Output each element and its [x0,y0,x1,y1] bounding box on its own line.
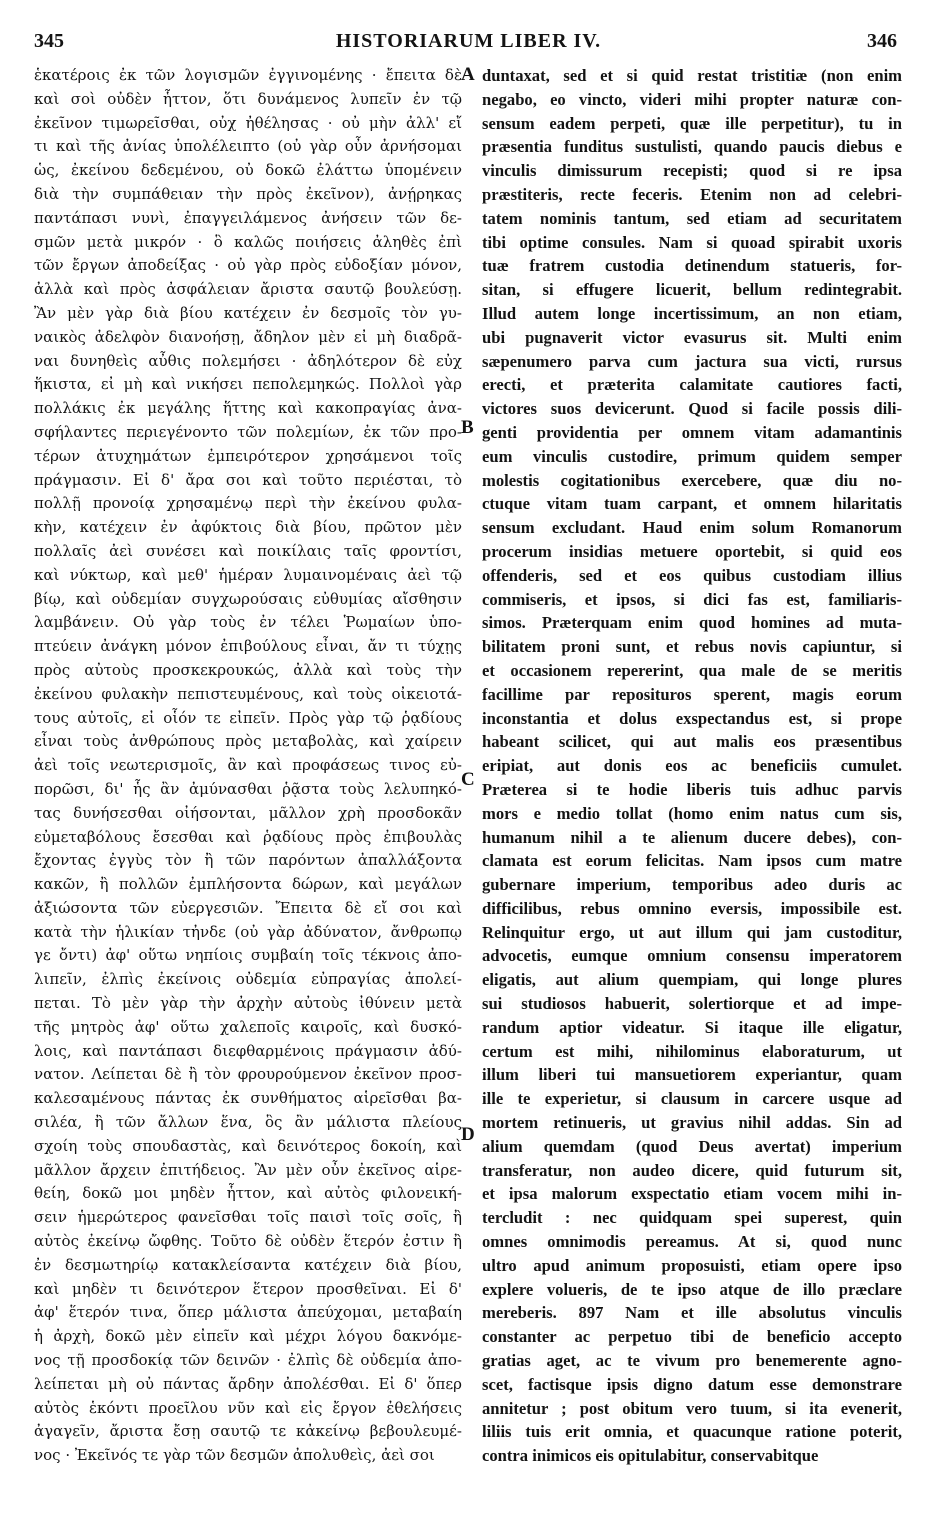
latin-text-line: sensum eadem perpeti, quæ ille perpetitur), tu in [482,113,902,133]
latin-text-line: offenderis, sed et eos quibus custodiam illius [482,565,902,585]
latin-text-line: liliis tuis erit omnia, et quacunque ratione poterit, [482,1422,902,1442]
latin-text-line: alium quemdam (quod Deus avertat) imperium [482,1136,902,1156]
greek-text-line: βίῳ, καὶ οὐδεμίαν συγχωρούσαις εὐθυμίας αἴσθησιν [34,589,462,608]
latin-text-line: inconstantia et dolus exspectandus est, si prope [482,708,902,728]
greek-text-line: πεται. Τὸ μὲν γὰρ τὴν ἀρχὴν αὐτοὺς ἰθύνειν μετὰ [34,994,462,1013]
margin-marker-c: C [461,769,475,790]
latin-text-line: sitan, si effugere licuerit, bellum redintegrabit. [482,280,902,300]
greek-text-line: ἐν δεσμωτηρίῳ κατακλείσαντα κατέχειν διὰ βίου, [34,1255,462,1274]
greek-text-line: σφήλαντες περιεγένοντο τῶν πολεμίων, ἐκ τῶν προ- [34,422,462,441]
latin-text-line: eum vinculis custodire, primum quidem semper [482,446,902,466]
latin-text-line: scet, factisque ipsis digno datum esse demonstrare [482,1374,902,1394]
latin-text-line: mors e medio tollat (homo enim natus cum sis, [482,803,902,823]
latin-text-line: erecti, et præterita calamitate cautiores facti, [482,375,902,395]
latin-text-line: vinculis dimissurum recepisti; quod si re ipsa [482,161,902,181]
margin-marker-d: D [461,1124,475,1145]
running-title: HISTORIARUM LIBER IV. [335,30,602,52]
greek-text-line: ἡ ἀρχὴ, δοκῶ μὲν εἰπεῖν καὶ μέχρι λόγου δακνόμε- [34,1327,462,1346]
page-number-right: 346 [867,30,897,52]
latin-text-line: præstiteris, recte feceris. Etenim non ad celebri- [482,184,902,204]
latin-text-line: simos. Præterquam enim quod homines ad muta- [482,613,902,633]
greek-text-line: λείπεται μὴ οὐ πάντας ἄρδην ἀπολέσθαι. Εἰ δ' ὅπερ [34,1374,462,1393]
greek-text-line: καλεσαμένους πάντας ἐκ συνθήματος αἱρεῖσθαι βα- [34,1089,462,1108]
latin-text-line: duntaxat, sed et si quid restat tristitiæ (non enim [482,66,902,85]
latin-text-line: Præterea si te hodie liberis tuis adhuc parvis [482,779,902,799]
greek-text-line: ἀγαγεῖν, ἄριστα ἔσῃ σαυτῷ τε κἀκείνῳ βεβουλευμέ- [34,1422,462,1441]
greek-text-line: αὐτὸς ἑκόντι προεῖλου νῦν καὶ εἰς ἔργον ἐθελήσεις [34,1398,462,1417]
latin-text-line: ctuque vitam tuam carpant, et omnem hilaritatis [482,494,902,514]
latin-text-line: sui studiosos habuerit, solertiorque et ad impe- [482,994,902,1014]
latin-text-line: mortem retinueris, ut gravius nihil addas. Sin ad [482,1113,902,1133]
latin-text-line: eripiat, aut donis eos ac beneficiis cumulet. [482,756,902,776]
latin-text-line: genti providentia per omnem vitam adamantinis [482,422,902,442]
greek-text-line: νος τῇ προσδοκίᾳ τῶν δεινῶν · ἐλπὶς δὲ οὐδεμία ἀπο- [34,1351,462,1370]
greek-text-line: πράγμασιν. Εἰ δ' ἄρα σοι καὶ τοῦτο περιέσται, τὸ [34,470,462,489]
greek-text-line: μᾶλλον ἄρχειν ἐπιτήδειος. Ἂν μὲν οὖν ἐκεῖνος αἱρε- [34,1160,462,1179]
greek-text-line: τῶν ἔργων ἀποδείξας · οὐ γὰρ πρὸς εὐδοξίαν μόνον, [34,256,462,275]
greek-text-line: αὐτὸς ἐκείνῳ ὤφθης. Τοῦτο δὲ οὐδὲν ἕτερόν ἐστιν ἢ [34,1232,462,1251]
greek-text-line: γε ὄντι) ἀφ' οὕτω νηπίοις συμβαίη τοῖς τέκνοις ἀπο- [34,946,462,965]
greek-text-line: πολλῇ προνοίᾳ χρησαμένῳ περὶ τὴν ἐκείνου φυλα- [34,494,462,513]
greek-text-line: ναικὸς ἀδελφὸν διανοήσῃ, ἄδηλον μὲν εἰ μὴ διαδρᾶ- [34,327,462,346]
latin-text-line: et ipsa malorum exspectatio etiam vocem mihi in- [482,1184,902,1204]
latin-text-line: tercludit : nec quidquam spei superest, quin [482,1208,902,1228]
latin-text-line: mereberis. 897 Nam et ille absolutus vinculis [482,1303,902,1323]
latin-text-line: gratias aget, ac te vivum pro benemerente agno- [482,1351,902,1371]
latin-text-line: omnes omnimodis pereamus. At si, quod nunc [482,1232,902,1252]
greek-text-line: τας δυνήσεσθαι οἰήσονται, μᾶλλον χρὴ προσδοκᾶν [34,803,462,822]
greek-text-line: Ἂν μὲν γὰρ διὰ βίου κατέχειν ἐν δεσμοῖς τὸν γυ- [34,303,462,322]
greek-text-line: πτεύειν ἀνάγκη μόνον ἐπιβούλους εἶναι, ἄν τι τύχῃς [34,637,462,656]
greek-text-line: ἐκεῖνον τιμωρεῖσθαι, οὐχ ἠθέλησας · οὐ μὴν ἀλλ' εἴ [34,113,462,132]
greek-text-line: ἥκιστα, εἰ μὴ καὶ νικήσει πεπολεμηκώς. Πολλοὶ γὰρ [34,375,462,394]
greek-text-line: κατὰ τὴν ἡλικίαν τἠνδε (οὐ γὰρ ἀδύνατον, ἄνθρωπῳ [34,922,462,941]
greek-text-line: τέρων ἀτυχημάτων ἐμπειρότερον χρησάμενοι τοῖς [34,446,462,465]
latin-text-line: molestis cogitationibus exercebere, quæ diu no- [482,470,902,490]
greek-text-line: ἀξιώσοντα τῶν εὐεργεσιῶν. Ἔπειτα δὲ εἴ σοι καὶ [34,898,462,917]
latin-text-line: tuæ fratrem custodia detinendum statueris, for- [482,256,902,276]
latin-text-line: randum aptior videatur. Si itaque ille eligatur, [482,1017,902,1037]
latin-text-line: clamata est eorum felicitas. Nam ipsos cum matre [482,851,902,871]
latin-text-line: ubi pugnaverit victor evasurus sit. Multi enim [482,327,902,347]
greek-text-line: ἀφ' ἕτερόν τινα, ὅπερ μάλιστα ἀπεύχομαι, μεταβαίη [34,1303,462,1322]
latin-text-line: advocetis, eumque omnium consensu imperatorem [482,946,902,966]
greek-text-line: λαμβάνειν. Οὐ γὰρ τοὺς ἐν τέλει Ῥωμαίων ὑπο- [34,613,462,632]
greek-text-line: λοις, καὶ παντάπασι διεφθαρμένοις πράγμασιν ἀδύ- [34,1041,462,1060]
latin-text-line: commiseris, et ipsos, si dici fas est, familiaris- [482,589,902,609]
greek-text-line: παντάπασι νυνὶ, ἐπαγγειλάμενος ἀνήσειν τῶν δε- [34,208,462,227]
latin-text-line: tibi optime consules. Nam si quoad spirabit uxoris [482,232,902,252]
latin-text-line: præsentia funditus sustulisti, quando paucis diebus e [482,137,902,157]
latin-text-line: ultro apud animum proposuisti, etiam opere ipso [482,1255,902,1275]
latin-text-line: facillime par reposituros sperent, magis eorum [482,684,902,704]
latin-text-line: humanum nihil a te alienum ducere debes), con- [482,827,902,847]
latin-text-line: contra inimicos eis opitulabitur, conservabitque [482,1446,819,1466]
greek-text-line: πολλαῖς ἀεὶ συνέσει καὶ ποικίλαις ταῖς φροντίσι, [34,541,462,560]
latin-text-line: negabo, eo vincto, videri mihi propter naturæ con- [482,89,902,109]
latin-text-line: Illud autem longe incertissimum, an non etiam, [482,303,902,323]
greek-text-line: σμῶν μετὰ μικρόν · ὃ καλῶς ποιήσεις ἀληθὲς ἐπὶ [34,232,462,251]
greek-text-line: θείη, δοκῶ μοι μηδὲν ἧττον, καὶ αὐτὸς φιλονεική- [34,1184,462,1203]
greek-text-line: τους αὐτοῖς, εἰ οἷόν τε εἰπεῖν. Πρὸς γὰρ τῷ ῥᾳδίους [34,708,462,727]
greek-text-line: πορῶσι, δι' ἧς ἂν ἀμύνασθαι ῥᾷστα τοὺς λελυπηκό- [34,779,462,798]
greek-text-line: εἶναι τοὺς ἀνθρώπους πρὸς μεταβολὰς, καὶ χαίρειν [34,732,462,751]
page-number-left: 345 [34,30,64,52]
greek-text-line: διὰ τὴν συμπάθειαν τὴν πρὸς ἐκεῖνον), ἀνῄρηκας [34,184,462,203]
greek-text-line: κὴν, κατέχειν ἐν ἀφύκτοις διὰ βίου, πρῶτον μὲν [34,518,462,537]
greek-text-line: ἑκατέροις ἐκ τῶν λογισμῶν ἐγγινομένης · ἔπειτα δὲ [34,66,462,84]
latin-text-line: difficilibus, rebus omnino eversis, impossibile est. [482,898,902,918]
margin-marker-b: B [461,417,474,438]
latin-text-line: tatem nominis tantum, sed etiam ad securitatem [482,208,902,228]
latin-text-line: annitetur ; post obitum vero tuum, si ita evenerit, [482,1398,902,1418]
latin-text-line: victores suos devicerunt. Quod si facile possis dili- [482,399,902,419]
greek-text-line: σχοίη τοὺς σπουδαστὰς, καὶ δεινότερος δοκοίη, καὶ [34,1136,462,1155]
greek-text-line: ἐκείνου φυλακὴν πεπιστευμένους, καὶ τοὺς οἰκειοτά- [34,684,462,703]
latin-text-line: gubernare imperium, temporibus adeo duris ac [482,875,902,895]
latin-column [482,64,902,1468]
greek-text-line: κακῶν, ἢ πολλῶν ἐμπλήσοντα δώρων, καὶ μεγάλων [34,875,462,894]
margin-marker-a: A [461,64,475,85]
latin-text-line: bilitatem proni sunt, et rebus novis capiuntur, si [482,637,902,657]
greek-text-line: νατον. Λείπεται δὲ ἢ τὸν φρουρούμενον ἐκεῖνον προσ- [34,1065,462,1084]
latin-text-line: eligatis, aut alium quempiam, qui longe plures [482,970,902,990]
latin-text-line: explere volueris, de te ipso atque de illo præclare [482,1279,902,1299]
latin-text-line: transferatur, non audeo dicere, quid futurum sit, [482,1160,902,1180]
greek-text-line: εὐμεταβόλους ἔσεσθαι καὶ ῥᾳδίους πρὸς ἐπιβουλὰς [34,827,462,846]
latin-text-line: constanter ac perpetuo tibi de beneficio accepto [482,1327,902,1347]
greek-text-line: τῆς μητρὸς ἀφ' οὕτω χαλεποῖς καιροῖς, καὶ δυσκό- [34,1017,462,1036]
latin-text-line: sensum excludant. Haud enim solum Romanorum [482,518,902,538]
greek-text-line: καὶ νύκτωρ, καὶ μεθ' ἡμέραν λυμαινομέναις ἀεὶ τῷ [34,565,462,584]
greek-text-line: λιπεῖν, ἐλπὶς ἐκείνοις οὐδεμία εὐπραγίας ἀπολεί- [34,970,462,989]
greek-text-line: καὶ σοὶ οὐδὲν ἧττον, ὅτι δυνάμενος λυπεῖν ἐν τῷ [34,89,462,108]
latin-text-line: Relinquitur ergo, ut aut illum qui jam custoditur, [482,922,902,942]
greek-text-line: πολλάκις ἐκ μεγάλης ἥττης καὶ κακοπραγίας ἀνα- [34,399,462,418]
page-header [22,30,915,56]
greek-text-line: ἀλλὰ καὶ πρὸς ἀσφάλειαν ἄριστα σαυτῷ βουλεύσῃ. [34,280,462,299]
greek-text-line: καὶ μηδὲν τι δεινότερον ἕτερον προσθεῖναι. Εἰ δ' [34,1279,462,1298]
greek-text-line: τι καὶ τῆς ἀνίας ὑπολέλειπτο (οὐ γὰρ οὖν ἀρνήσομαι [34,137,462,156]
latin-text-line: illum liberi tui mansuetiorem experiantur, quam [482,1065,902,1085]
latin-text-line: ille te experietur, si clausum in carcere usque ad [482,1089,902,1109]
greek-text-line: ἀεὶ τοῖς νεωτερισμοῖς, ἂν καὶ προφάσεως τινος εὐ- [34,756,462,775]
greek-text-line: ναι δυνηθεὶς αὖθις πολεμήσει · ἀδηλότερον δὲ εὐχ [34,351,462,370]
greek-text-line: ἔχοντας ἐγγὺς τὸν ἢ τῶν παρόντων ἀπαλλάξοντα [34,851,462,870]
greek-text-line: σειν ἡμερώτερος φανεῖσθαι τοῖς παισὶ τοῖς σοῖς, ἢ [34,1208,462,1227]
greek-text-line: νος · Ἐκεῖνός τε γὰρ τῶν δεσμῶν ἀπολυθεὶς, ἀεὶ σοι [34,1446,435,1465]
greek-text-line: σιλέα, ἢ τῶν ἄλλων ἕνα, ὃς ἂν μάλιστα πλείους [34,1113,462,1132]
greek-column [34,64,462,1468]
latin-text-line: et occasionem repererint, qua male de se meritis [482,660,902,680]
latin-text-line: certum est mihi, nihilominus elaboraturum, ut [482,1041,902,1061]
greek-text-line: πρὸς αὐτοὺς προσκεκρουκώς, ἀλλὰ καὶ τοὺς τὴν [34,660,462,679]
latin-text-line: procerum insidias metuere oportebit, si quid eos [482,541,902,561]
latin-text-line: habeant scilicet, qui aut malis eos præsentibus [482,732,902,752]
greek-text-line: ὡς, ἐκείνου δεδεμένου, οὐ δοκῶ ἐλάττω ὑπομένειν [34,161,462,180]
latin-text-line: sæpenumero parva cum jactura sua victi, rursus [482,351,902,371]
